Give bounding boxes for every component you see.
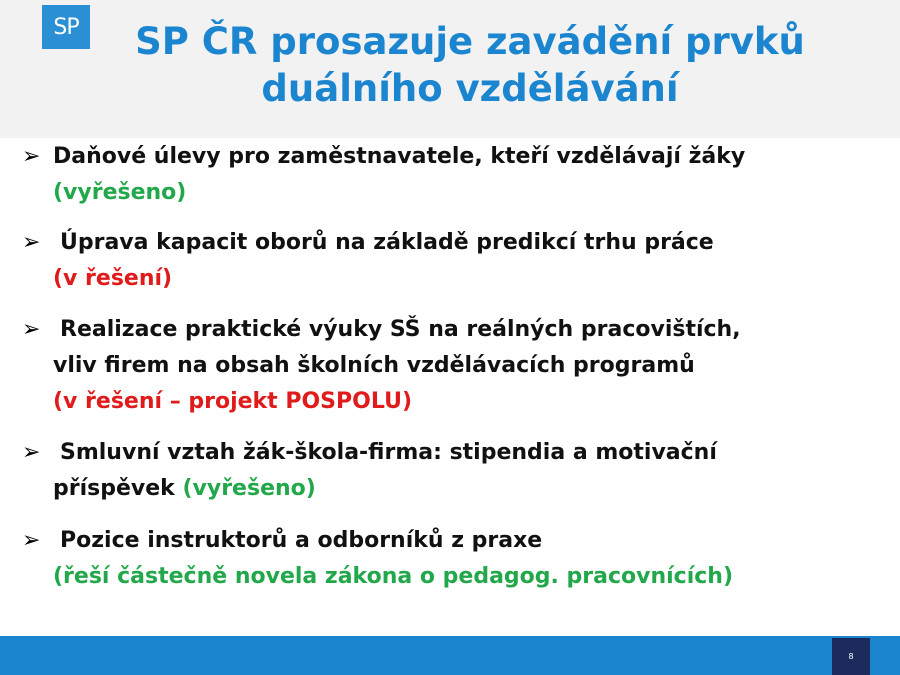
item-status-resolved: (vyřešeno) bbox=[53, 180, 187, 205]
item-status-in-progress: (v řešení) bbox=[53, 266, 173, 291]
arrow-bullet-icon: ➢ bbox=[22, 317, 41, 342]
slide-header bbox=[0, 0, 900, 138]
item-text-continued-row bbox=[53, 472, 316, 506]
page-number: 8 bbox=[832, 638, 870, 675]
item-text: Realizace praktické výuky SŠ na reálných pracovištích, bbox=[60, 317, 741, 342]
item-status-resolved: (vyřešeno) bbox=[182, 476, 316, 501]
item-text: Úprava kapacit oborů na základě predikcí trhu práce bbox=[60, 230, 714, 255]
item-text-continued: vliv firem na obsah školních vzdělávacích programů bbox=[53, 353, 695, 378]
arrow-bullet-icon: ➢ bbox=[22, 144, 41, 169]
title-line-2: duálního vzdělávání bbox=[261, 67, 679, 110]
slide-title bbox=[60, 18, 880, 112]
arrow-bullet-icon: ➢ bbox=[22, 440, 41, 465]
item-text: Smluvní vztah žák-škola-firma: stipendia a motivační bbox=[60, 440, 717, 465]
footer-bar bbox=[0, 636, 900, 675]
item-text: Pozice instruktorů a odborníků z praxe bbox=[60, 528, 543, 553]
item-status-partial: (řeší částečně novela zákona o pedagog. pracovnících) bbox=[53, 564, 734, 589]
item-status-in-progress: (v řešení – projekt POSPOLU) bbox=[53, 389, 412, 414]
sp-logo: SP bbox=[42, 5, 90, 49]
arrow-bullet-icon: ➢ bbox=[22, 230, 41, 255]
title-line-1: SP ČR prosazuje zavádění prvků bbox=[135, 20, 805, 63]
item-text-continued: příspěvek bbox=[53, 476, 175, 501]
item-text: Daňové úlevy pro zaměstnavatele, kteří vzdělávají žáky bbox=[53, 144, 746, 169]
arrow-bullet-icon: ➢ bbox=[22, 528, 41, 553]
